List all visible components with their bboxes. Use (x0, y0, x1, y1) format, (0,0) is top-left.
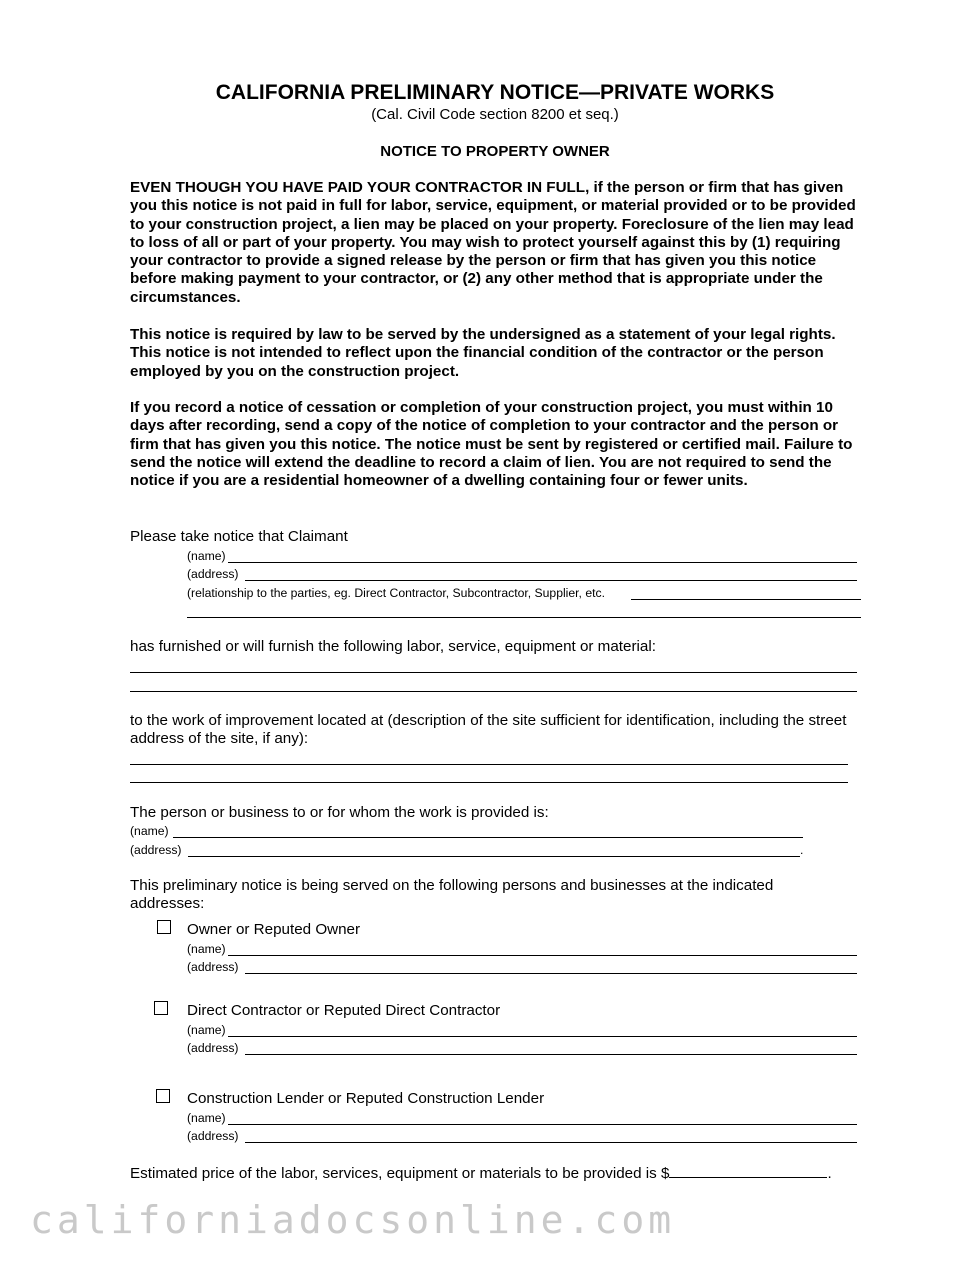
direct-contractor-name-field[interactable] (228, 1036, 857, 1037)
notice-heading: NOTICE TO PROPERTY OWNER (380, 143, 610, 160)
provided-to-address-label: (address) (130, 843, 182, 857)
document-subtitle: (Cal. Civil Code section 8200 et seq.) (371, 106, 619, 123)
owner-warning-paragraph: EVEN THOUGH YOU HAVE PAID YOUR CONTRACTOR IN FULL, if the person or firm that has given you this notice is not paid in full for labor, service, equipment, or material provided or to be provided to your construction project, a lien may be placed on your property. Foreclosure of the lien may lead to loss of all or part of your property. You may wish to protect yourself against this by (1) requiring your contractor to provide a signed release by the person or firm that has given you this notice before making payment to your contractor, or (2) any other method that is appropriate under the circumstances. (130, 179, 856, 306)
claimant-address-label: (address) (187, 567, 239, 581)
provided-to-period: . (800, 843, 804, 857)
direct-contractor-checkbox[interactable] (154, 1001, 168, 1015)
direct-contractor-address-label: (address) (187, 1041, 239, 1055)
watermark: californiadocsonline.com (30, 1198, 676, 1242)
claimant-name-field[interactable] (228, 562, 857, 563)
provided-to-address-field[interactable] (188, 856, 800, 857)
claimant-relationship-field[interactable] (631, 599, 861, 600)
owner-name-field[interactable] (228, 955, 857, 956)
claimant-address-field[interactable] (245, 580, 857, 581)
claimant-relationship-label: (relationship to the parties, eg. Direct Contractor, Subcontractor, Supplier, etc. (187, 586, 605, 600)
claimant-name-label: (name) (187, 549, 226, 563)
construction-lender-address-field[interactable] (245, 1142, 857, 1143)
estimate-amount-field[interactable] (669, 1164, 827, 1178)
estimate-period: . (827, 1165, 832, 1182)
furnish-field-1[interactable] (130, 672, 857, 673)
improvement-text: to the work of improvement located at (description of the site sufficient for identification, including the street address of the site, if any): (130, 712, 847, 748)
direct-contractor-address-field[interactable] (245, 1054, 857, 1055)
furnish-field-2[interactable] (130, 691, 857, 692)
construction-lender-checkbox[interactable] (156, 1089, 170, 1103)
cessation-paragraph: If you record a notice of cessation or completion of your construction project, you must within 10 days after recording, send a copy of the notice of completion to your contractor and the person or firm that has given you this notice. The notice must be sent by registered or certified mail. Failure to send the notice will extend the deadline to record a claim of lien. You are not required to send the notice if you are a residential homeowner of a dwelling containing four or fewer units. (130, 399, 853, 490)
construction-lender-address-label: (address) (187, 1129, 239, 1143)
furnish-text: has furnished or will furnish the following labor, service, equipment or material: (130, 638, 656, 655)
provided-to-text: The person or business to or for whom the work is provided is: (130, 804, 549, 821)
provided-to-name-field[interactable] (173, 837, 803, 838)
direct-contractor-name-label: (name) (187, 1023, 226, 1037)
legal-rights-paragraph: This notice is required by law to be served by the undersigned as a statement of your legal rights. This notice is not intended to reflect upon the financial condition of the contractor or the person employed by you on the construction project. (130, 326, 836, 380)
construction-lender-name-field[interactable] (228, 1124, 857, 1125)
estimate-row (130, 1164, 832, 1183)
construction-lender-name-label: (name) (187, 1111, 226, 1125)
improvement-field-2[interactable] (130, 782, 848, 783)
owner-address-label: (address) (187, 960, 239, 974)
document-title: CALIFORNIA PRELIMINARY NOTICE—PRIVATE WORKS (215, 81, 775, 104)
owner-checkbox[interactable] (157, 920, 171, 934)
construction-lender-label: Construction Lender or Reputed Construction Lender (187, 1090, 545, 1107)
estimate-text: Estimated price of the labor, services, equipment or materials to be provided is $ (130, 1165, 670, 1182)
served-text: This preliminary notice is being served on the following persons and businesses at the indicated addresses: (130, 877, 774, 913)
improvement-field-1[interactable] (130, 764, 848, 765)
claimant-intro: Please take notice that Claimant (130, 528, 348, 545)
provided-to-name-label: (name) (130, 824, 169, 838)
claimant-relationship-field-2[interactable] (187, 617, 861, 618)
owner-name-label: (name) (187, 942, 226, 956)
owner-label: Owner or Reputed Owner (187, 921, 361, 938)
owner-address-field[interactable] (245, 973, 857, 974)
direct-contractor-label: Direct Contractor or Reputed Direct Contractor (187, 1002, 501, 1019)
